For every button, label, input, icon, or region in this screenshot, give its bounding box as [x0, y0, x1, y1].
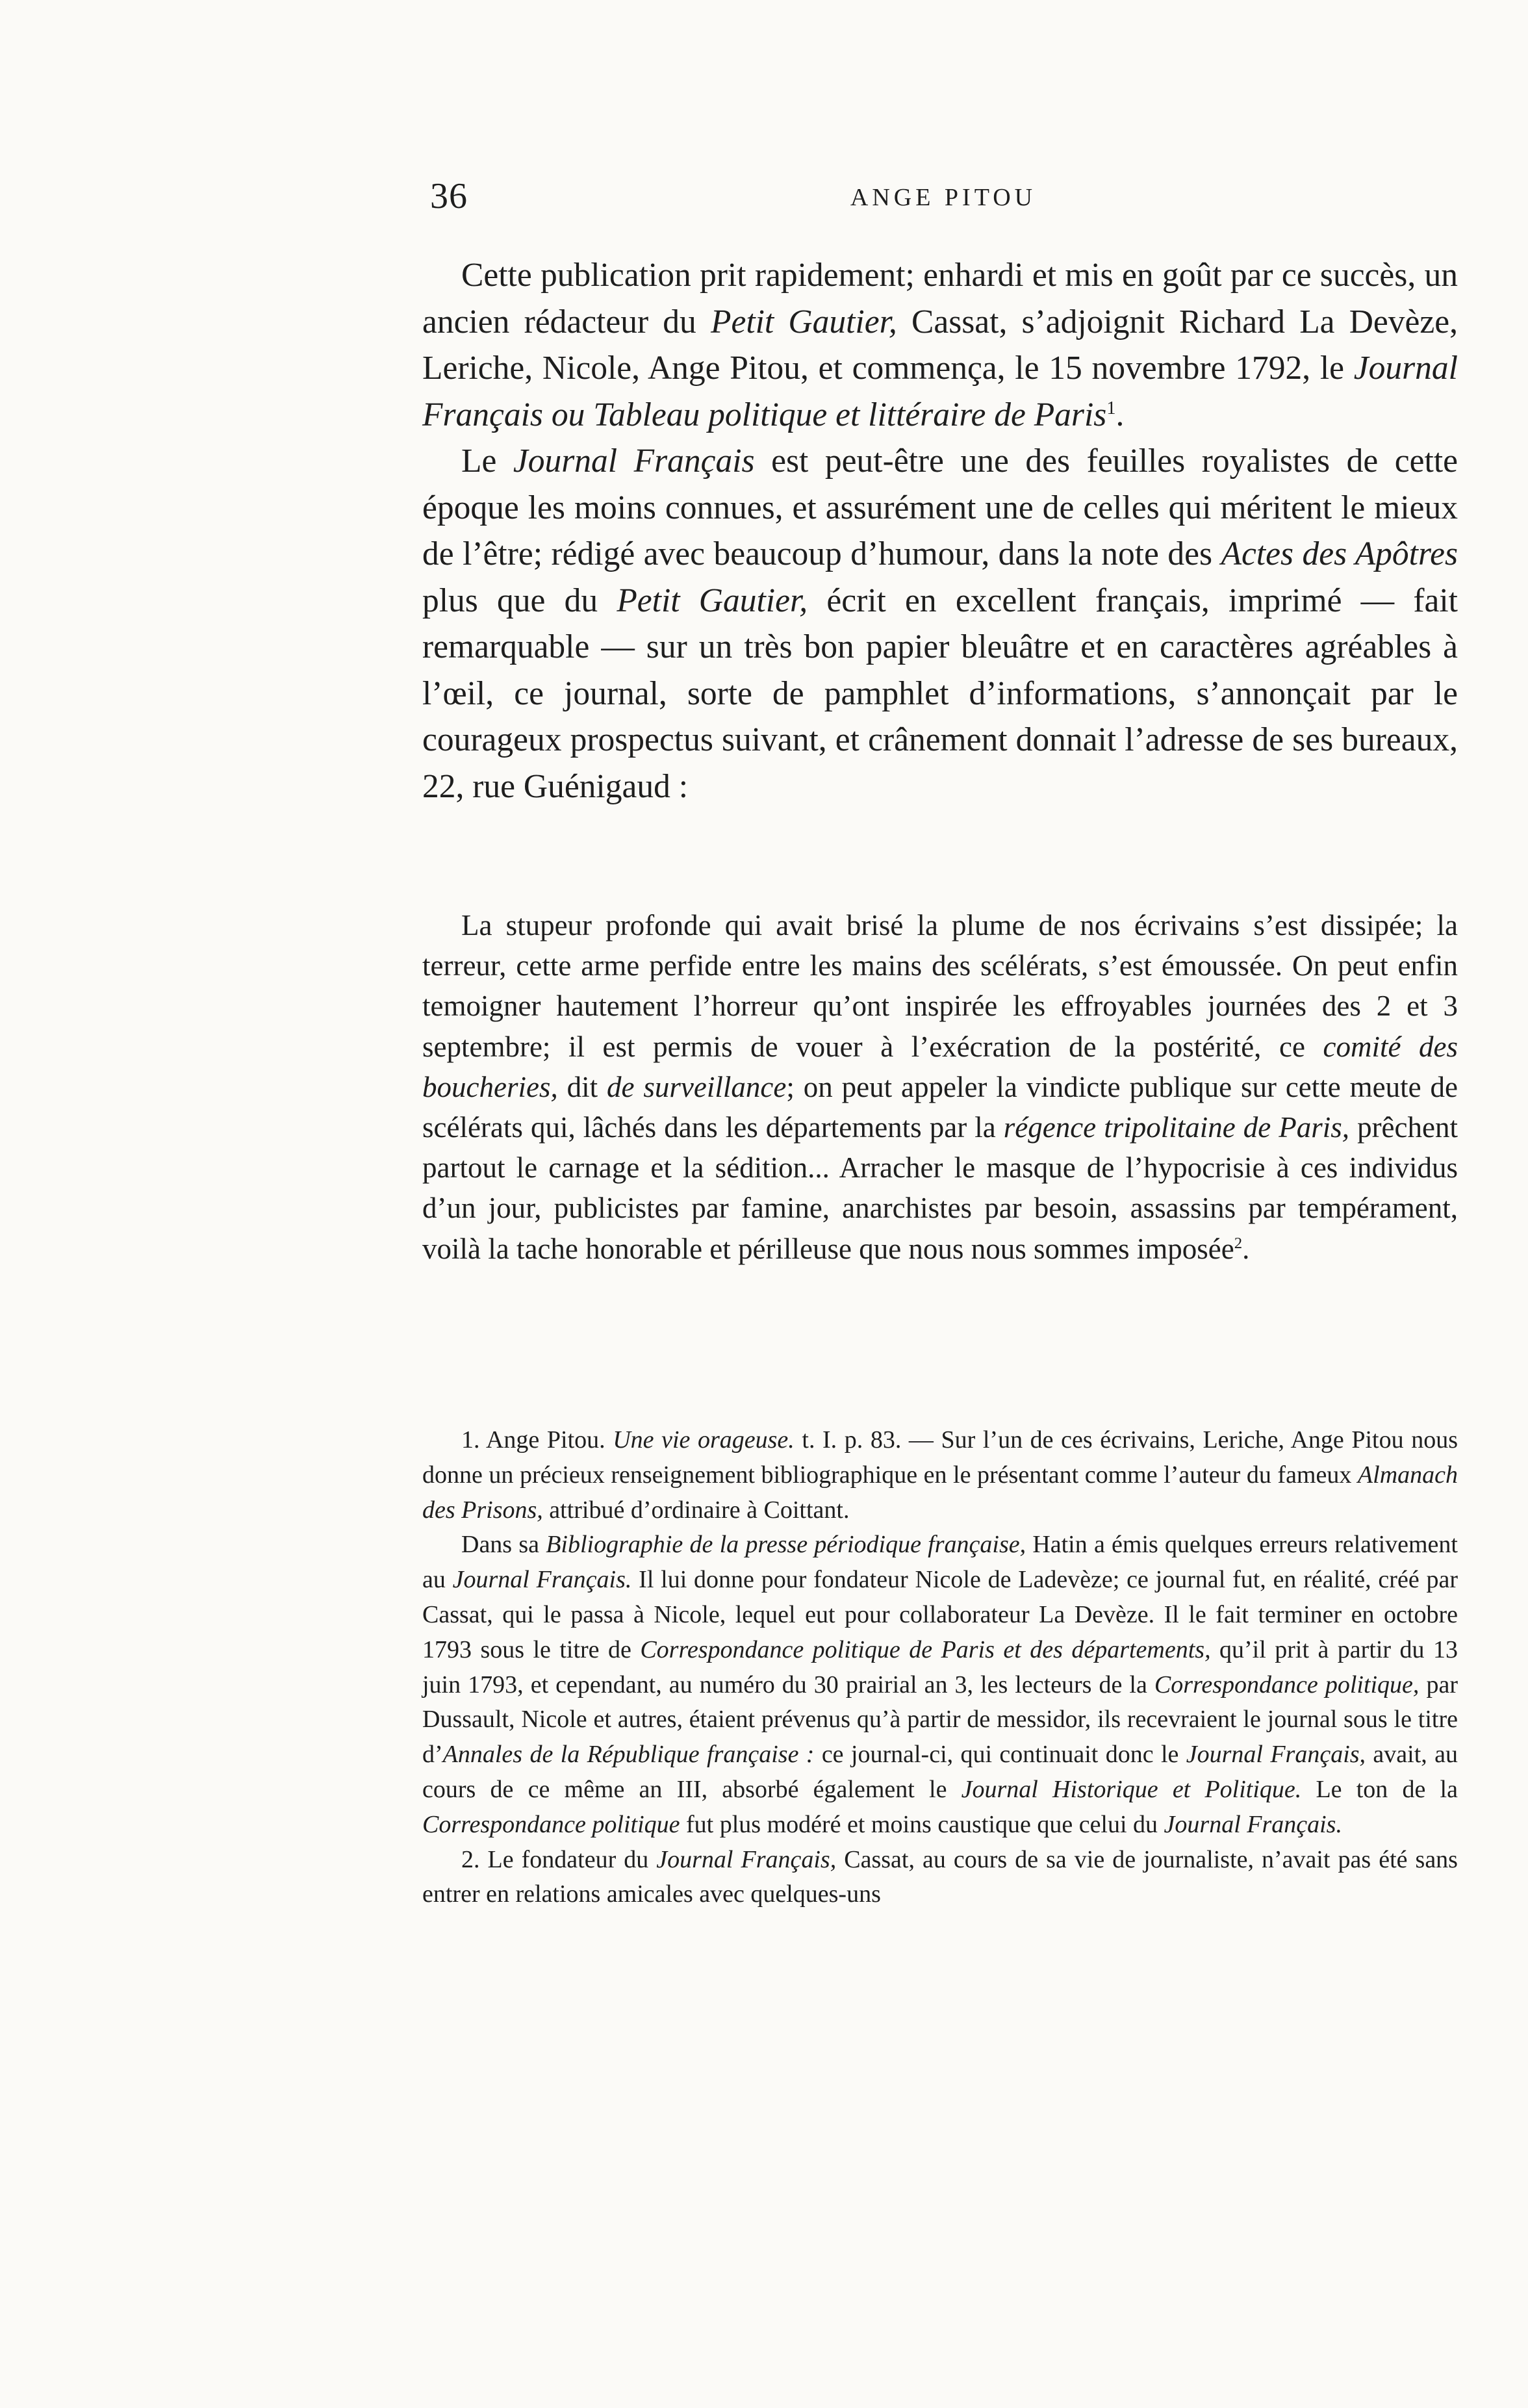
- italic-title: Journal Français ou Tableau politique et littéraire de Paris: [422, 350, 1458, 433]
- main-text: [422, 252, 1458, 810]
- text-run: par Dussault, Nicole et autres, étaient prévenus qu’à partir de messidor, ils recevraient le journal sous le titre d’: [422, 1671, 1458, 1769]
- footnote-2: [422, 1843, 1458, 1913]
- footnote-ref-1: 1: [1106, 398, 1116, 418]
- text-run: 2. Le fondateur du: [461, 1845, 657, 1873]
- text-run: t. I. p. 83. — Sur l’un de ces écrivains, Leriche, Ange Pitou nous donne un précieux renseignement bibliographique en le présentant comme l’auteur du fameux: [422, 1426, 1458, 1489]
- italic-title: Correspondance politique: [422, 1810, 680, 1838]
- text-run: fut plus modéré et moins caustique que celui du: [680, 1810, 1164, 1838]
- paragraph-1: [422, 252, 1458, 438]
- italic-phrase: régence tripolitaine de Paris,: [1003, 1111, 1350, 1144]
- footnote-ref-2: 2: [1234, 1234, 1243, 1252]
- italic-title: Actes des Apôtres: [1221, 535, 1458, 572]
- italic-title: Annales de la République française :: [442, 1741, 815, 1769]
- italic-title: Journal Français,: [656, 1845, 837, 1873]
- text-run: .: [1115, 396, 1125, 433]
- running-header: [430, 175, 1457, 221]
- italic-title: Une vie orageuse.: [613, 1426, 795, 1454]
- italic-title: Bibliographie de la presse périodique française,: [546, 1531, 1026, 1559]
- italic-phrase: de surveillance: [607, 1070, 787, 1103]
- text-run: Cassat, au cours de sa vie de journaliste, n’avait pas été sans entrer en relations amicales avec quelques-uns: [422, 1845, 1458, 1908]
- italic-title: Petit Gautier,: [711, 303, 897, 340]
- text-run: Hatin a émis quelques erreurs relativement au: [422, 1531, 1458, 1594]
- text-run: Le: [461, 442, 513, 480]
- italic-title: Correspondance politique,: [1154, 1671, 1420, 1698]
- italic-title: Petit Gautier,: [617, 582, 808, 619]
- text-run: écrit en excellent français, imprimé — fait remarquable — sur un très bon papier bleuâtre et en caractères agréables à l’œil, ce journal, sorte de pamphlet d’informations, s’annonçait par le courageux prospectus suivant, et crânement donnait l’adresse de ses bureaux, 22, rue Guénigaud :: [422, 582, 1458, 805]
- footnote-1-continued: [422, 1528, 1458, 1842]
- page-number: 36: [430, 176, 468, 216]
- footnote-1: [422, 1423, 1458, 1528]
- text-run: Cassat, s’adjoignit Richard La Devèze, Leriche, Nicole, Ange Pitou, et commença, le 15 novembre 1792, le: [422, 303, 1458, 387]
- text-run: plus que du: [422, 582, 617, 619]
- text-run: La stupeur profonde qui avait brisé la plume de nos écrivains s’est dissipée; la terreur, cette arme perfide entre les mains des scélérats, s’est émoussée. On peut enfin temoigner hautement l’horreur qu’ont inspirée les effroyables journées des 2 et 3 septembre; il est permis de vouer à l’exécration de la postérité, ce: [422, 909, 1458, 1063]
- text-run: ; on peut appeler la vindicte publique sur cette meute de scélérats qui, lâchés dans les départements par la: [422, 1070, 1458, 1144]
- italic-title: Journal Français.: [452, 1566, 632, 1594]
- text-run: 1. Ange Pitou.: [461, 1426, 613, 1454]
- text-run: prêchent partout le carnage et la sédition... Arracher le masque de l’hypocrisie à ces individus d’un jour, publicistes par famine, anarchistes par besoin, assassins par tempérament, voilà la tache honorable et périlleuse que nous nous sommes imposée: [422, 1111, 1458, 1265]
- text-run: Dans sa: [461, 1531, 546, 1559]
- italic-title: Journal Français,: [1186, 1741, 1366, 1769]
- running-title: ANGE PITOU: [850, 184, 1037, 211]
- text-run: avait, au cours de ce même an III, absorbé également le: [422, 1741, 1458, 1803]
- text-run: .: [1242, 1232, 1250, 1265]
- italic-title: Journal Français.: [1164, 1810, 1342, 1838]
- text-run: est peut-être une des feuilles royalistes de cette époque les moins connues, et assurément une de celles qui méritent le mieux de l’être; rédigé avec beaucoup d’humour, dans la note des: [422, 442, 1458, 572]
- text-run: dit: [557, 1070, 607, 1103]
- text-run: Cette publication prit rapidement; enhardi et mis en goût par ce succès, un ancien rédacteur du: [422, 257, 1458, 340]
- text-run: ce journal-ci, qui continuait donc le: [814, 1741, 1186, 1769]
- italic-title: Journal Historique et Politique.: [961, 1775, 1302, 1803]
- italic-phrase: comité des boucheries,: [422, 1030, 1458, 1103]
- paragraph-2: [422, 438, 1458, 810]
- prospectus-quote: [422, 905, 1458, 1269]
- text-run: Le ton de la: [1301, 1775, 1458, 1803]
- text-run: qu’il prit à partir du 13 juin 1793, et cependant, au numéro du 30 prairial an 3, les lecteurs de la: [422, 1635, 1458, 1698]
- footnotes: [422, 1423, 1458, 1912]
- text-run: Il lui donne pour fondateur Nicole de Ladevèze; ce journal fut, en réalité, créé par Cassat, qui le passa à Nicole, lequel eut pour collaborateur La Devèze. Il le fait terminer en octobre 1793 sous le titre de: [422, 1566, 1458, 1663]
- italic-title: Journal Français: [513, 442, 755, 480]
- italic-title: Correspondance politique de Paris et des départements,: [640, 1635, 1211, 1663]
- text-run: attribué d’ordinaire à Coittant.: [542, 1496, 850, 1524]
- quote-paragraph: [422, 905, 1458, 1269]
- italic-title: Almanach des Prisons,: [422, 1461, 1458, 1524]
